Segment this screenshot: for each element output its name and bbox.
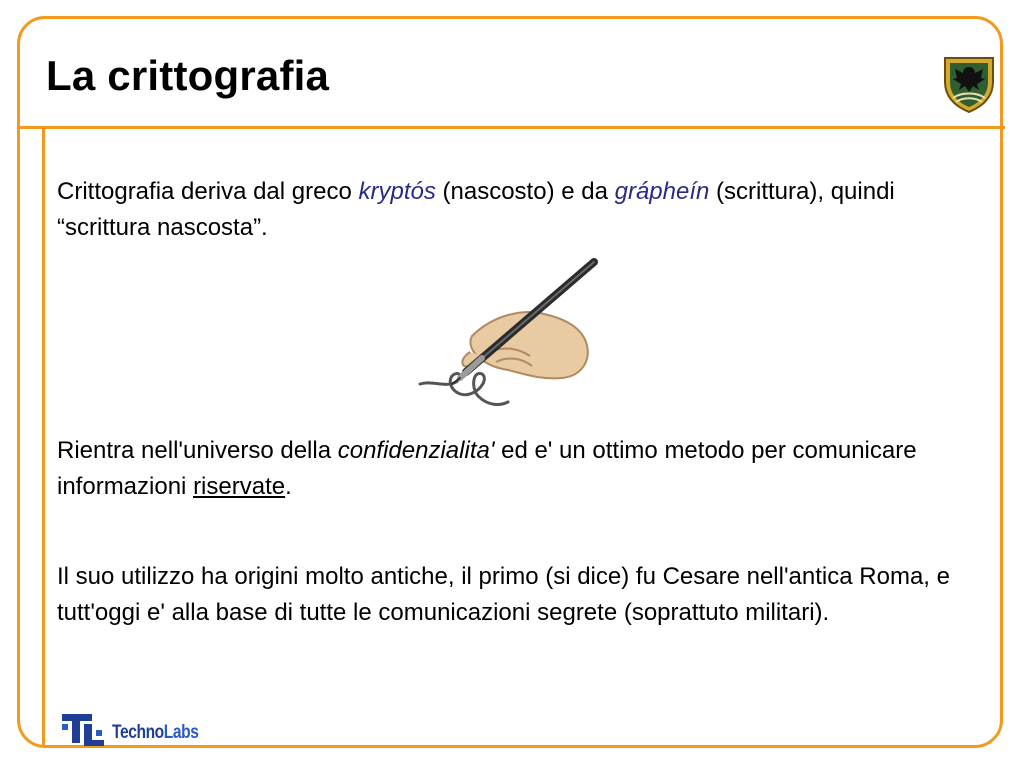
confidentiality-suffix: .	[285, 473, 292, 500]
brand-part-techno: Techno	[112, 722, 164, 743]
confidentiality-prefix: Rientra nell'universo della	[57, 437, 338, 464]
greek-term-kryptos: kryptós	[358, 178, 436, 205]
confidentiality-paragraph	[57, 433, 977, 505]
brand-part-labs: Labs	[163, 722, 199, 743]
technolabs-logo	[60, 712, 230, 748]
coat-of-arms-icon	[941, 52, 997, 114]
title-divider	[17, 126, 1005, 129]
etymology-mid: (nascosto) e da	[435, 178, 615, 205]
technolabs-wordmark	[112, 722, 199, 744]
etymology-suffix: (scrittura), quindi “scrittura nascosta”.	[57, 178, 895, 241]
confidentiality-mid: ed e' un ottimo metodo per comunicare informazioni	[57, 437, 917, 500]
left-divider	[42, 128, 45, 746]
etymology-paragraph	[57, 174, 957, 246]
slide-title: La crittografia	[46, 52, 330, 99]
greek-term-graphein: grápheín	[614, 178, 710, 205]
hand-writing-pen-icon	[412, 256, 608, 424]
technolabs-logo-icon	[60, 712, 106, 748]
confidentiality-term: confidenzialita'	[337, 437, 495, 464]
history-paragraph: Il suo utilizzo ha origini molto antiche, il primo (si dice) fu Cesare nell'antica Roma, e tutt'oggi e' alla base di tutte le comunicazioni segrete (soprattuto militari).	[57, 563, 950, 626]
reserved-term: riservate	[193, 473, 286, 500]
etymology-prefix: Crittografia deriva dal greco	[57, 178, 359, 205]
